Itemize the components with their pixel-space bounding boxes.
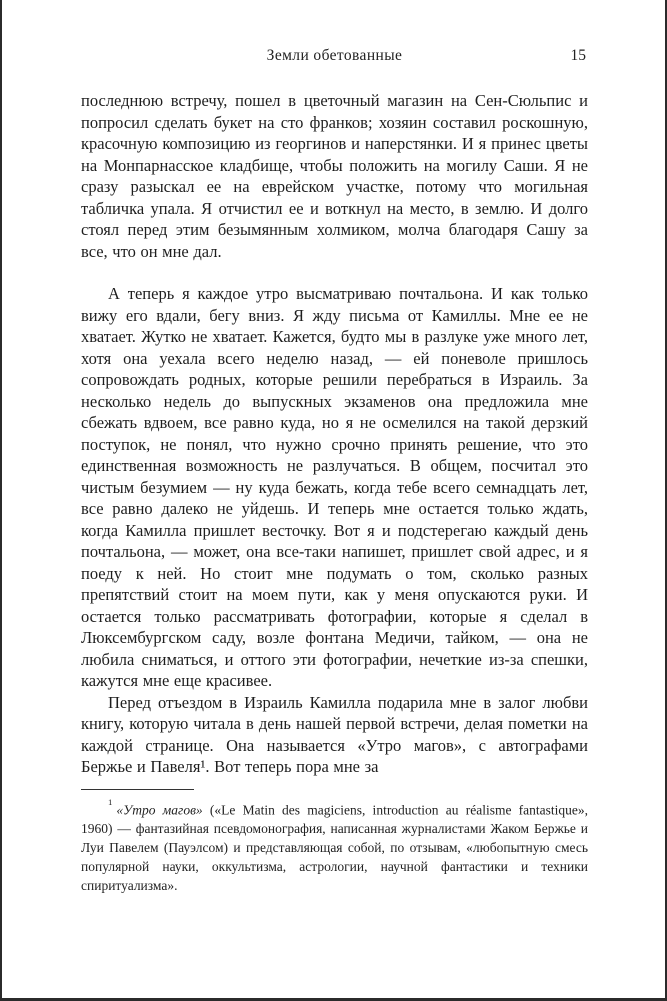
footnote-book-title: «Утро магов» xyxy=(116,802,203,817)
footnote-marker: 1 xyxy=(108,796,113,807)
paragraph: Перед отъездом в Израиль Камилла подарила мне в залог любви книгу, которую читала в день нашей первой встречи, делая пометки на каждой странице. Она называется «Утро магов», с автографами Бержье и Павеля¹. Вот теперь пора мне за xyxy=(81,692,588,776)
page-header xyxy=(81,46,588,66)
body-text xyxy=(81,90,588,778)
footnote-divider xyxy=(81,789,194,790)
running-title: Земли обетованные xyxy=(266,47,403,64)
paragraph-continuation: последнюю встречу, пошел в цветочный магазин на Сен-Сюльпис и попросил сделать букет на сто франков; хозяин составил роскошную, красочную композицию из георгинов и наперстянки. И я принес цветы на Монпарнасское кладбище, чтобы положить на могилу Саши. Я не сразу разыскал ее на еврейском участке, потому что могильная табличка упала. Я отчистил ее и воткнул на место, в землю. И долго стоял перед этим безымянным холмиком, молча благодаря Сашу за все, что он мне дал. xyxy=(81,91,588,261)
page-number: 15 xyxy=(570,47,586,64)
paragraph: А теперь я каждое утро высматриваю почтальона. И как только вижу его вдали, бегу вниз. Я жду письма от Камиллы. Мне ее не хватает. Жутко не хватает. Кажется, будто мы в разлуке уже много лет, хотя она уехала всего неделю назад, — ей поневоле пришлось сопровождать родных, которые решили перебраться в Израиль. За несколько недель до выпускных экзаменов она предложила мне сбежать вдвоем, все равно куда, но я не осмелился на такой дерзкий поступок, не понял, что нужно срочно принять решение, что это единственная возможность не разлучаться. В общем, посчитал это чистым безумием — ну куда бежать, когда тебе всего семнадцать лет, все равно далеко не уйдешь. И теперь мне остается только ждать, когда Камилла пришлет весточку. Вот я и подстерегаю каждый день почтальона, — может, она все-таки напишет, пришлет свой адрес, и я поеду к ней. Но стоит мне подумать о том, сколько разных препятствий стоит на моем пути, как у меня опускаются руки. И остается только рассматривать фотографии, которые я сделал в Люксембургском саду, возле фонтана Медичи, тайком, — она не любила сниматься, и оттого эти фотографии, нечеткие из-за спешки, кажутся мне еще красивее. xyxy=(81,284,588,690)
footnote-text: («Le Matin des magiciens, introduction au réalisme fantastique», 1960) — фантазийная псевдомонография, написанная журналистами Жаком Бержье и Луи Павелем (Пауэлсом) и представляющая собой, по отзывам, «любопытную смесь популярной науки, оккультизма, астрологии, научной фантастики и техники спиритуализма». xyxy=(81,802,588,893)
footnote xyxy=(81,797,588,896)
